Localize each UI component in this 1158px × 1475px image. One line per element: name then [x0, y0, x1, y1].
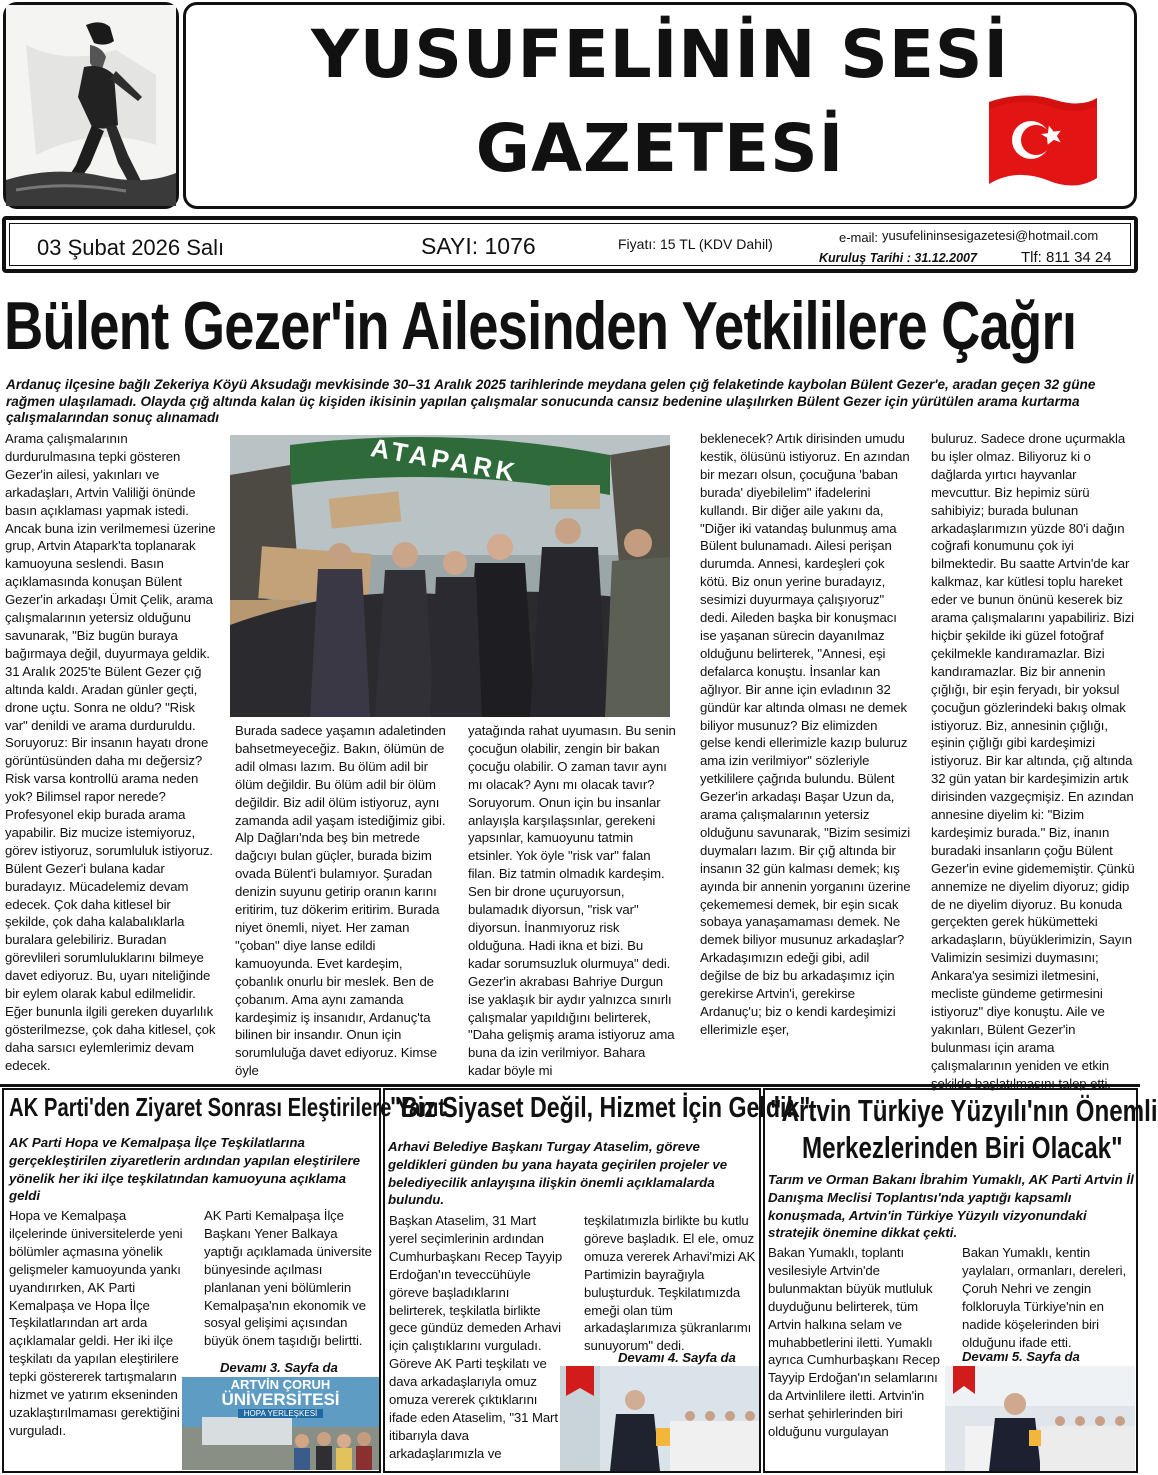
ad-title: ARTVİN ÇORUH	[230, 1377, 331, 1392]
main-column-4: beklenecek? Artık dirisinden umudu kestik, ölüsünü istiyoruz. En azından bir mezarı olsun, çocuğuna 'baban burada' diyebilelim" ifadelerini kullandı. Bir diğer aile yakını da, "Diğer iki vatandaş bulunmuş ama Bülent bulunamadı. Ailesi perişan durumda. Annesi, kardeşleri çok kötü. Biz onun yerine buradayız, sesimizi duyurmaya çalışıyoruz" dedi. Aileden başka bir konuşmacı ise yaşanan sürecin dayanılmaz olduğunu belirterek, "Annesi, eşi defalarca konuştu. İnsanlar kan ağlıyor. Bir anne için evladının 32 gündür kar altında olması ne demek biliyor musunuz? Biz elimizden gelse kendi ellerimizle kazıp buluruz ama izin verilmiyor" sözleriyle yetkililere çağrıda bulundu. Bülent Gezer'in arkadaşı Başar Uzun da, arama çalışmalarının yetersiz olduğunu savunarak, "Bizim sesimizi duymaları lazım. Bir çığ altında bir insanın 32 gün kalması demek; kış ayında bir annenin yorganını üzerine çekememesi demek, bir eşin sıcak sobaya yanaşamaması demek. Ne demek biliyor musunuz arkadaşlar? Arkadaşımızın edeği gibi, adil değilse de biz bu arkadaşımız için gerekirse Artvin'i, gerekirse Ardanuç'u; biz o kendi kardeşimizi ellerimizle eşer,	[700, 431, 911, 1037]
story4-column-1: Bakan Yumaklı, toplantı vesilesiyle Artvin'de bulunmaktan büyük mutluluk duyduğunu belirterek, tüm Artvin halkına selam ve muhabbetlerini iletti. Yumaklı ayrıca Cumhurbaşkanı Recep Tayyip Erdoğan'ın selamlarını da Artvinlilere iletti. Artvin'in serhat şehirlerinden biri olduğunu vurgulayan	[768, 1245, 940, 1440]
contact-email[interactable]: yusufelininsesigazetesi@hotmail.com	[882, 228, 1099, 243]
founded-date: Kuruluş Tarihi : 31.12.2007	[819, 251, 977, 265]
atapark-sign: ATAPARK	[368, 432, 521, 488]
portrait-frame	[3, 2, 179, 209]
story3-title: "Biz Siyaset Değil, Hizmet İçin Geldik"	[390, 1092, 811, 1124]
ad-title-2: ÜNİVERSİTESİ	[221, 1390, 340, 1409]
story4-column-2: Bakan Yumaklı, kentin yaylaları, ormanları, dereleri, Çoruh Nehri ve zengin folkloruyla Türkiye'nin en nadide köşelerinden biri olduğunu ifade etti.	[962, 1245, 1127, 1350]
main-column-2: Burada sadece yaşamın adaletinden bahsetmeyeceğiz. Bakın, ölümün de adil olması lazım. Bu ölüm adil bir ölüm değildir. Bu ölüm adil bir ölüm değildir. Biz adil ölüm istiyoruz, aynı zamanda adil yaşam istediğimiz gibi. Alp Dağları'nda beş bin metrede dağcıyı bulan güçler, burada bizim ovada Bülent'i bulamıyor. Şuradan denizin suyunu getirip oranın karını eritirim, tuz dökerim eritirim. Burada niyet önemli, niyet. Her zaman "çoban" diye lanse edildi kamuoyunda. Evet kardeşim, çobanlık onurlu bir meslek. Ben de çobanım. Ama aynı zamanda kardeşimiz iş insanıdır, Ardanuç'ta bilinen bir insandır. Onun için sorumluluğa davet ediyoruz. Kimse öyle	[235, 723, 446, 1079]
issue-price: Fiyatı: 15 TL (KDV Dahil)	[618, 236, 773, 252]
story2-lead: AK Parti Hopa ve Kemalpaşa İlçe Teşkilatlarına gerçekleştirilen ziyaretlerin ardından yapılan eleştirilere yönelik her iki ilçe teşkilatından kamuoyuna açıklama geldi	[9, 1135, 361, 1204]
email-label: e-mail:	[839, 230, 879, 245]
story2-title: AK Parti'den Ziyaret Sonrası Eleştirilere Yanıt	[9, 1092, 446, 1122]
story3-continue[interactable]: Devamı 4. Sayfa da	[618, 1350, 736, 1365]
main-column-1: Arama çalışmalarının durdurulmasına tepki gösteren Gezer'in ailesi, yakınları ve arkadaşları, Artvin Valiliği önünde basın açıklaması yapmak istedi. Ancak buna izin verilmemesi üzerine grup, Artvin Atapark'ta toplanarak kamuoyuna seslendi. Basın açıklamasında konuşan Bülent Gezer'in arkadaşı Ümit Çelik, arama çalışmalarının yetersiz olduğunu savunarak, "Biz bugün buraya bağırmaya değil, duyurmaya geldik. 31 Aralık 2025'te Bülent Gezer çığ altında kaldı. Aradan günler geçti, drone uçtu. Sonra ne oldu? "Risk var" denildi ve arama durduruldu. Soruyoruz: Bir insanın hayatı drone görüntüsünden daha mı değersiz? Risk varsa kontrollü arama neden yok? Bilimsel rapor nerede? Profesyonel ekip burada arama yapabilir. Biz mucize istemiyoruz, görev istiyoruz, sorumluluk istiyoruz. Bülent Gezer'i bulana kadar buradayız. Mücadelemiz devam edecek. Çok daha kitlesel bir şekilde, çok daha kalabalıklarla buralara gelebiliriz. Buradan görevlileri sorumluluklarını bilmeye davet ediyoruz. Bu, uyarı niteliğinde bir eylem olarak kabul edilmelidir. Eğer bununla ilgili gereken duyarlılık gösterilmezse, çok daha kitlesel, çok daha sarsıcı eylemlerimiz devam edecek.	[5, 431, 216, 1073]
ataturk-portrait-icon	[6, 5, 176, 206]
story4-title-line-2: Merkezlerinden Biri Olacak"	[802, 1130, 1123, 1165]
story2-column-1: Hopa ve Kemalpaşa ilçelerinde üniversitelerde yeni bölümler açmasına yönelik gelişmeler kamuoyunda yankı uyandırırken, AK Parti Kemalpaşa ve Hopa İlçe Teşkilatlarından art arda açıklamalar geldi. Her iki ilçe teşkilatı da yapılan eleştirilere tepki göstererek tartışmaların hizmet ve yatırım ekseninden uzaklaştırılmaması gerektiğini vurguladı.	[9, 1208, 183, 1438]
ataselim-photo	[560, 1366, 759, 1471]
story4-continue[interactable]: Devamı 5. Sayfa da	[962, 1349, 1080, 1364]
story4-lead: Tarım ve Orman Bakanı İbrahim Yumaklı, AK Parti Artvin İl Danışma Meclisi Toplantısı'nda yaptığı kapsamlı konuşmada, Artvin'in Türkiye Yüzyılı vizyonundaki stratejik önemine dikkat çekti.	[768, 1172, 1134, 1241]
story2-continue[interactable]: Devamı 3. Sayfa da	[220, 1360, 338, 1375]
story2-column-2: AK Parti Kemalpaşa İlçe Başkanı Yener Balkaya yaptığı açıklamada üniversite bünyesinde açılması planlanan yeni bölümlerin Kemalpaşa'nın ekonomik ve sosyal gelişimi açısından büyük önem taşıdığı belirtti.	[204, 1208, 372, 1349]
issue-number: SAYI: 1076	[421, 233, 536, 259]
story4-title-line-1: "Artvin Türkiye Yüzyılı'nın Önemli	[770, 1093, 1158, 1128]
main-column-5: buluruz. Sadece drone uçurmakla bu işler olmaz. Biliyoruz ki o dağlarda yırtıcı hayvanlar mevcuttur. Biz hepimiz sürü sahibiyiz; burada bulunan arkadaşlarımızın yüzde 80'i dağın coğrafi konumunu çok iyi bilmektedir. Bu saatte Artvin'de kar kalkmaz, kar kütlesi toplu hareket eder ve bunun önünü keserek biz arama çalışmalarını yapabiliriz. Bizi hiçbir şekilde iki güzel fotoğraf çekilmekle kandıramazlar. Bizi kandıramazlar. Biz bir annenin çığlığı, bir eşin feryadı, bir yoksul çocuğun gözlerindeki bakış olmak istiyoruz. Biz, annesinin çığlığı, eşinin çığlığı gibi kardeşimizi istiyoruz. Bir kar altında, çığ altında 32 gün yatan bir kardeşimizin artık dirisinden vazgeçmişiz. En azından annesine diyelim ki: "Bizim kardeşimiz burada." Biz, inanın buradaki insanların çoğu Bülent Gezer'in evine gidememiştir. Çünkü annemize ne diyelim diyoruz; gidip de ne diyelim diyoruz. Bu konuda gerçekten gerek hükümetteki arkadaşların, büyüklerimizin, Sayın Valimizin sesimizi duymasını; Ankara'ya sesimizi iletmesini, mecliste gündeme getirmesini istiyoruz" diye konuştu. Aile ve yakınları, Bülent Gezer'in bulunması için arama çalışmalarının yeniden ve etkin	[931, 431, 1135, 1073]
story-divider	[0, 1084, 1140, 1087]
turkish-flag-icon	[985, 92, 1101, 196]
main-headline: Bülent Gezer'in Ailesinden Yetkililere Çağrı	[4, 288, 1077, 364]
protest-photo	[230, 432, 670, 717]
university-ad	[182, 1377, 379, 1470]
yumakli-photo	[945, 1366, 1135, 1471]
main-lead: Ardanuç ilçesine bağlı Zekeriya Köyü Aksudağı mevkisinde 30–31 Aralık 2025 tarihlerinde meydana gelen çığ felaketinde kaybolan Bülent Gezer'e, aradan geçen 32 güne rağmen ulaşılamadı. Olayda çığ altında kalan üç kişiden ikisinin yapılan çalışmalar sonucunda cansız bedenine ulaşılırken Bülent Gezer için yürütülen arama kurtarma çalışmalarından sonuç alınamadı	[6, 377, 1096, 425]
main-column-3: yatağında rahat uyumasın. Bu senin çocuğun olabilir, zengin bir bakan çocuğu olabilir. O zaman tavır aynı mı olacak? Aynı mı olacak tavır? Soruyorum. Onun için bu insanlar anlayışla karşılaşsınlar, gerekeni yapsınlar, kamuoyunu tatmin etsinler. Yok öyle "risk var" falan filan. Biz tatmin olmadık kardeşim. Sen bir drone uçuruyorsun, bulamadık diyorsun, "risk var" diyorsun. İnanmıyoruz risk olduğuna. Hadi ikna et bizi. Bu kadar sorumsuzluk olurmuya" dedi. Gezer'in akrabası Bahriye Durgun ise yaklaşık bir aydır yalnızca sınırlı çalışmalar yapıldığını belirterek, "Daha gelişmiş arama istiyoruz ama buna da izin verilmiyor. Bahara kadar böyle mi	[468, 723, 676, 1079]
issue-date: 03 Şubat 2026 Salı	[37, 235, 225, 260]
title-line-2: GAZETESİ	[475, 110, 845, 187]
title-line-1: YUSUFELİNİN SESİ	[310, 16, 1009, 93]
story3-column-2: teşkilatımızla birlikte bu kutlu göreve başladık. El ele, omuz omuza vererek Arhavi'mizi AK Partimizin bayrağıyla buluşturduk. Teşkilatımızda emeği olan tüm arkadaşlarımıza şükranlarımı sunuyorum" dedi.	[584, 1213, 756, 1354]
phone-number: Tlf: 811 34 24	[1021, 249, 1112, 266]
story3-lead: Arhavi Belediye Başkanı Turgay Ataselim, göreve geldikleri günden bu yana hayata geçirilen projeler ve belediyecilik anlayışına ilişkin önemli açıklamalarda bulundu.	[388, 1139, 728, 1208]
ad-subtitle: HOPA YERLEŞKESİ	[238, 1409, 323, 1418]
story3-column-1: Başkan Ataselim, 31 Mart yerel seçimlerinin ardından Cumhurbaşkanı Recep Tayyip Erdoğan'ın teveccühüyle göreve başladıklarını belirterek, teşkilatla birlikte gece gündüz demeden Arhavi için çalıştıklarını vurguladı. Göreve AK Parti teşkilatı ve dava arkadaşlarıyla omuz omuza vererek çıktıklarını ifade eden Ataselim, "31 Mart itibarıyla dava arkadaşlarımızla ve	[389, 1213, 563, 1461]
